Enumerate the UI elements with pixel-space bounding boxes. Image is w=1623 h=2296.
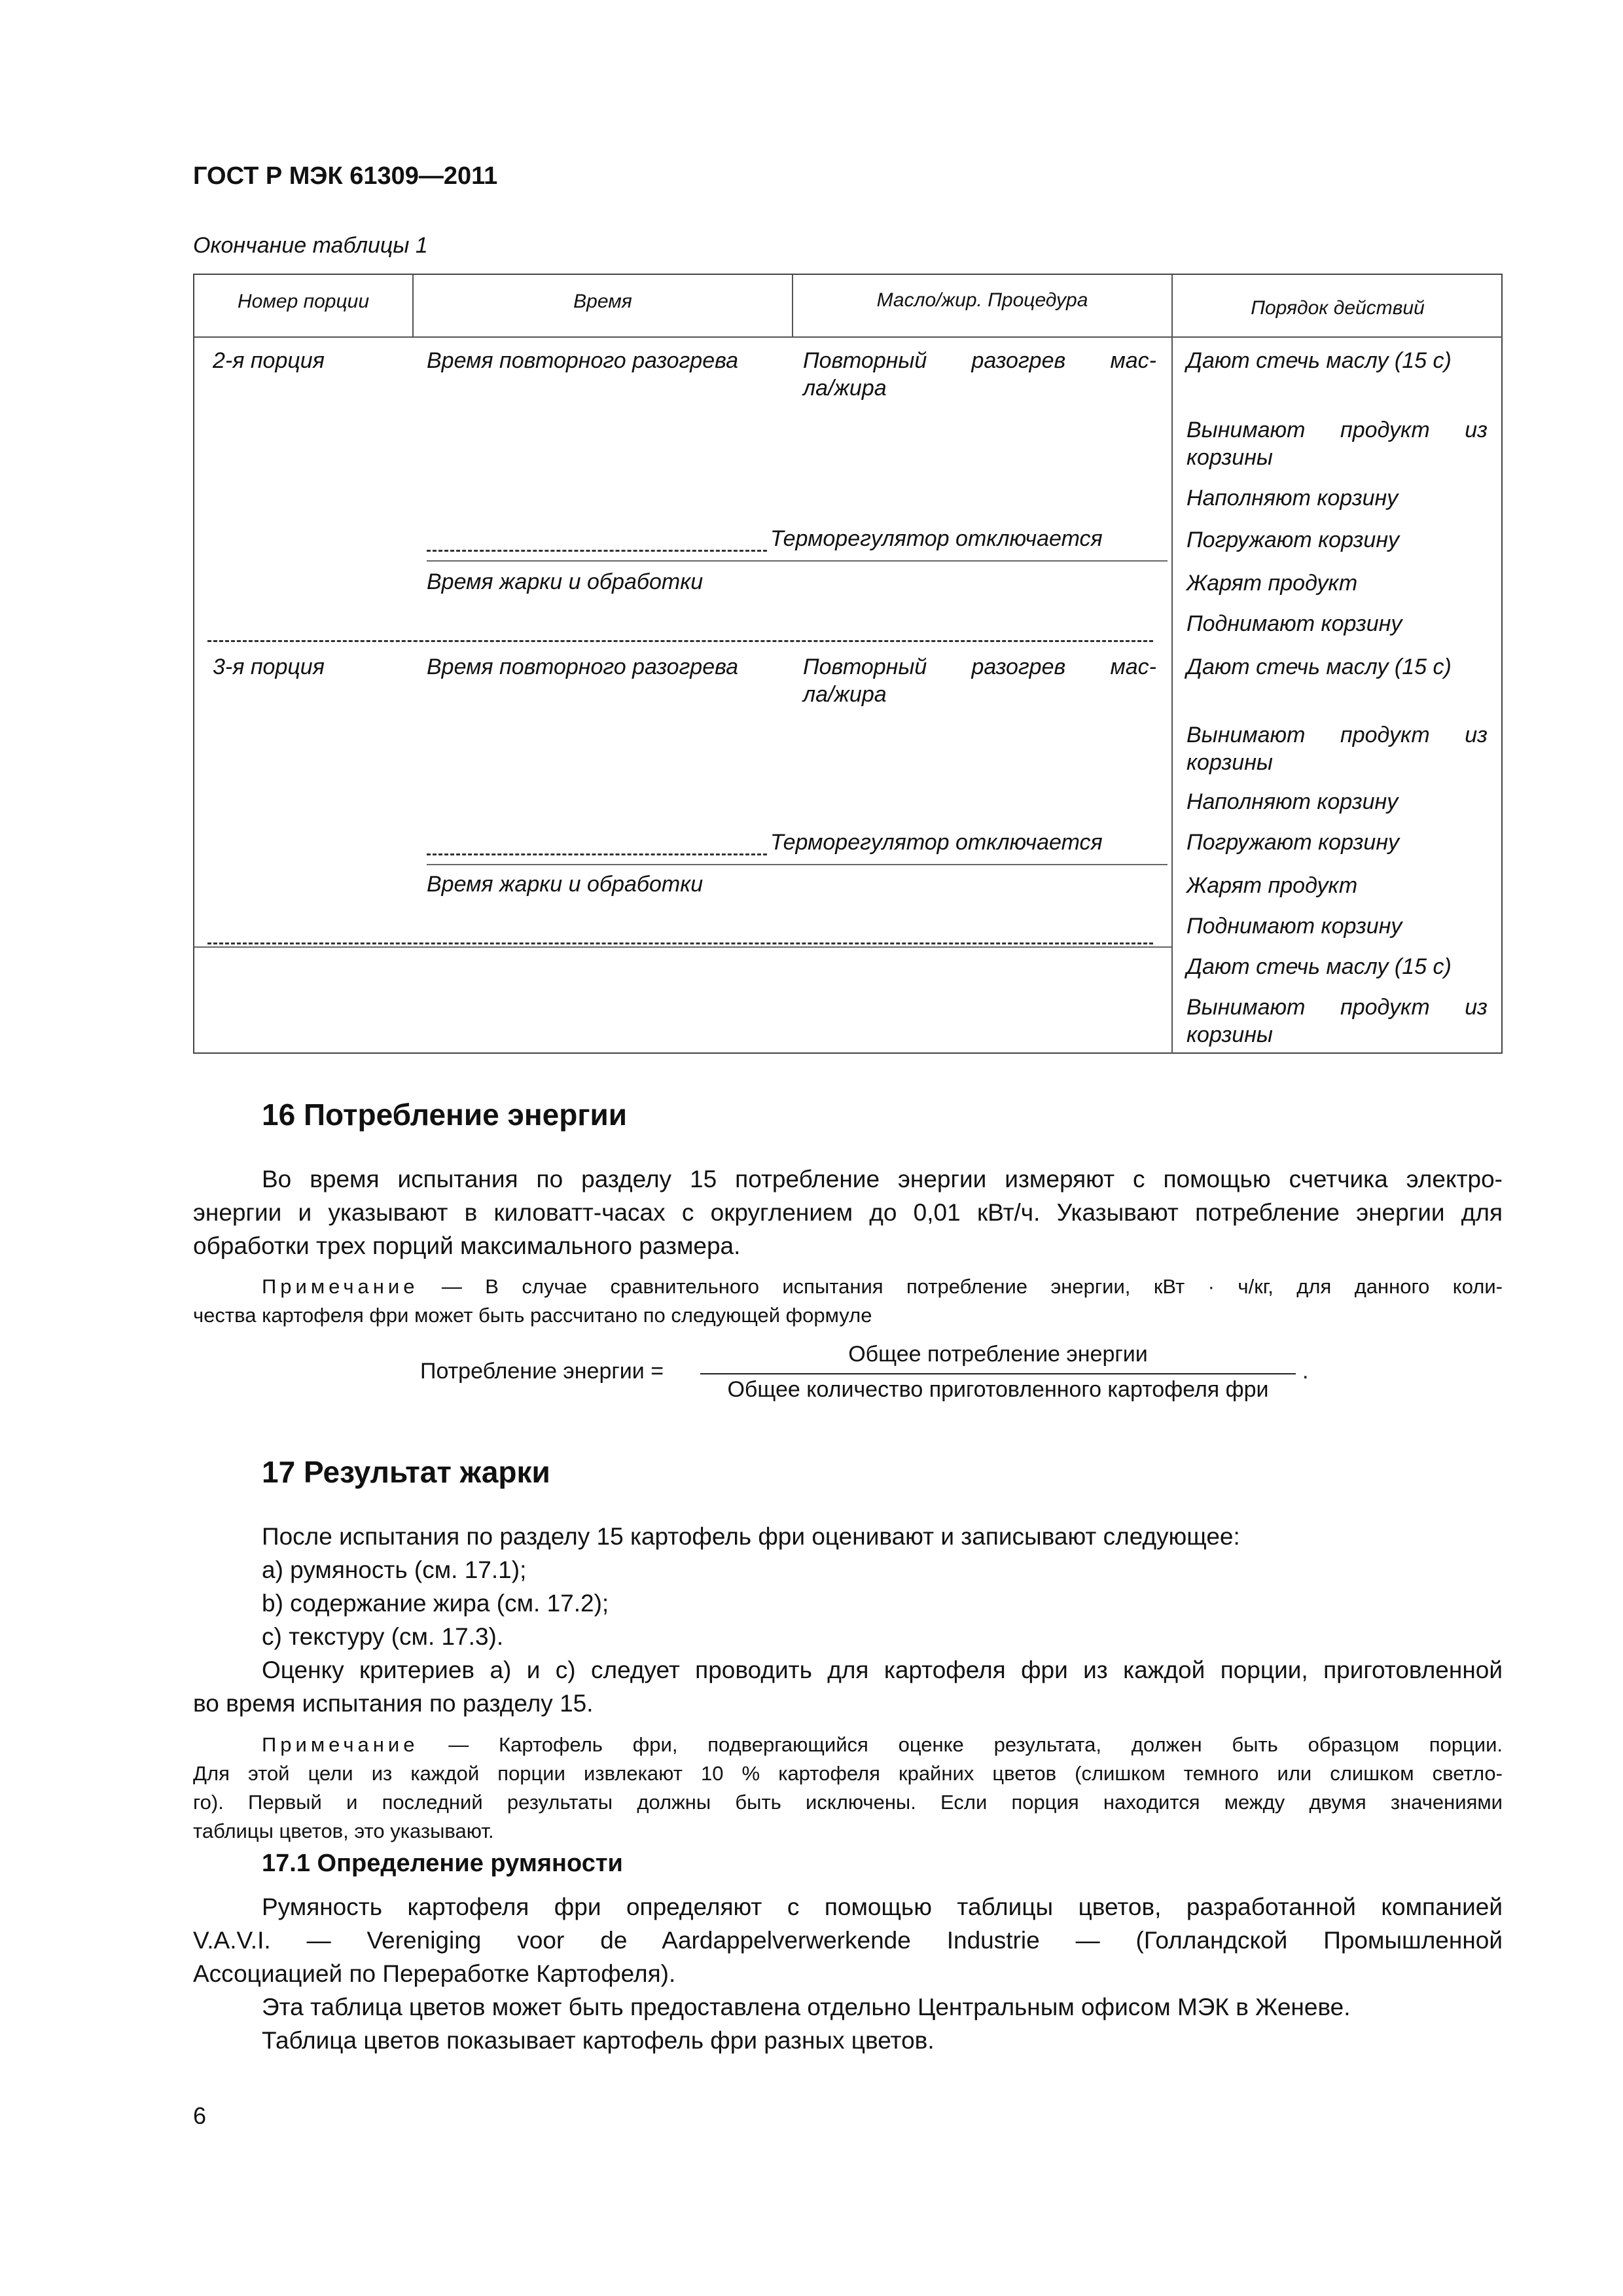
note-label: Примечание [262,1275,419,1298]
col-header-time: Время [573,291,632,312]
section-16-note [262,1272,1503,1301]
reheat-time-label: Время повторного разогрева [427,655,739,679]
step-remove: Вынимают продукт из [1186,995,1488,1020]
section-17-1-line: Таблица цветов показывает картофель фри разных цветов. [262,2027,935,2054]
dashed-line [207,942,1153,944]
section-17-note-line: таблицы цветов, это указывают. [193,1820,494,1842]
step-lift: Поднимают корзину [1186,914,1402,939]
reheat-procedure-cont: ла/жира [803,682,887,707]
step-remove: Вынимают продукт из [1186,418,1488,442]
section-17-1-para-line: Румяность картофеля фри определяют с помощью таблицы цветов, разработанной компанией [262,1893,1503,1920]
phase-rule [427,560,1168,562]
step-remove-cont: корзины [1186,445,1273,470]
section-17-heading: 17 Результат жарки [262,1455,550,1489]
section-17-list-item: c) текстуру (см. 17.3). [262,1623,504,1650]
table-caption: Окончание таблицы 1 [193,233,428,258]
formula-denominator: Общее количество приготовленного картофеля фри [727,1377,1269,1402]
portion-3-label: 3-я порция [213,655,325,679]
section-16-para-line: энергии и указывают в киловатт-часах с округлением до 0,01 кВт/ч. Указывают потребление энергии для [193,1199,1503,1226]
step-fry: Жарят продукт [1186,571,1358,596]
page-number: 6 [193,2102,207,2129]
note-text: — В случае сравнительного испытания потребление энергии, кВт · ч/кг, для данного коли- [418,1275,1503,1298]
reheat-procedure-cont: ла/жира [803,376,887,401]
phase-rule [427,864,1168,865]
col-header-procedure: Масло/жир. Процедура [876,289,1088,311]
reheat-procedure: Повторный разогрев мас- [803,655,1156,679]
document-header: ГОСТ Р МЭК 61309—2011 [193,162,498,190]
section-16-para-line: обработки трех порций максимального размера. [193,1232,741,1259]
reheat-time-label: Время повторного разогрева [427,348,739,373]
dashed-line [207,640,1153,642]
section-16-note-line: чества картофеля фри может быть рассчитано по следующей формуле [193,1304,872,1327]
step-drain: Дают стечь маслу (15 с) [1186,954,1452,979]
section-17-1-line: Эта таблица цветов может быть предоставлена отдельно Центральным офисом МЭК в Женеве. [262,1994,1351,2020]
portion-2-label: 2-я порция [213,348,325,373]
dashed-line [427,853,767,855]
col-header-portion: Номер порции [237,291,370,312]
step-fill: Наполняют корзину [1186,486,1399,511]
step-lift: Поднимают корзину [1186,611,1402,636]
note-label: Примечание [262,1733,419,1756]
section-17-note-line: Для этой цели из каждой порции извлекают 10 % картофеля крайних цветов (слишком темного или слишком светло- [193,1762,1503,1785]
section-17-1-para-line: V.A.V.I. — Vereniging voor de Aardappelverwerkende Industrie — (Голландской Промышленной [193,1927,1503,1954]
step-remove: Вынимают продукт из [1186,723,1488,747]
frying-time-label: Время жарки и обработки [427,872,704,897]
fraction-bar [700,1373,1296,1374]
formula-lhs: Потребление энергии = [420,1359,664,1384]
section-17-1-para-line: Ассоциацией по Переработке Картофеля). [193,1960,676,1987]
formula-end: . [1302,1359,1309,1384]
col-header-actions: Порядок действий [1251,297,1425,319]
section-17-note-line: го). Первый и последний результаты должны быть исключены. Если порция находится между двумя значениями [193,1791,1503,1814]
section-16-para-line: Во время испытания по разделу 15 потребление энергии измеряют с помощью счетчика электро- [262,1166,1503,1193]
step-fill: Наполняют корзину [1186,789,1399,814]
dashed-line [427,550,767,552]
note-text: — Картофель фри, подвергающийся оценке результата, должен быть образцом порции. [418,1733,1503,1756]
formula-numerator: Общее потребление энергии [848,1342,1148,1367]
section-17-list-item: a) румяность (см. 17.1); [262,1556,527,1583]
frying-time-label: Время жарки и обработки [427,569,704,594]
thermostat-off: Терморегулятор отключается [770,526,1103,551]
section-17-list-item: b) содержание жира (см. 17.2); [262,1590,609,1617]
header-rule [194,336,1503,338]
table-1 [193,274,1503,1054]
step-immerse: Погружают корзину [1186,528,1400,552]
step-remove-cont: корзины [1186,750,1273,775]
step-remove-cont: корзины [1186,1022,1273,1047]
col-divider [1171,275,1173,1054]
reheat-procedure: Повторный разогрев мас- [803,348,1156,373]
step-fry: Жарят продукт [1186,873,1358,898]
section-16-heading: 16 Потребление энергии [262,1098,628,1132]
section-17-1-heading: 17.1 Определение румяности [262,1850,623,1877]
row-rule [194,946,1171,948]
section-17-para-line: Оценку критериев a) и c) следует проводить для картофеля фри из каждой порции, приготовленной [262,1657,1503,1683]
section-17-intro: После испытания по разделу 15 картофель фри оценивают и записывают следующее: [262,1523,1240,1550]
section-17-note [262,1731,1503,1759]
step-drain: Дают стечь маслу (15 с) [1186,348,1452,373]
thermostat-off: Терморегулятор отключается [770,830,1103,855]
step-immerse: Погружают корзину [1186,830,1400,855]
section-17-para-line: во время испытания по разделу 15. [193,1690,594,1717]
step-drain: Дают стечь маслу (15 с) [1186,655,1452,679]
